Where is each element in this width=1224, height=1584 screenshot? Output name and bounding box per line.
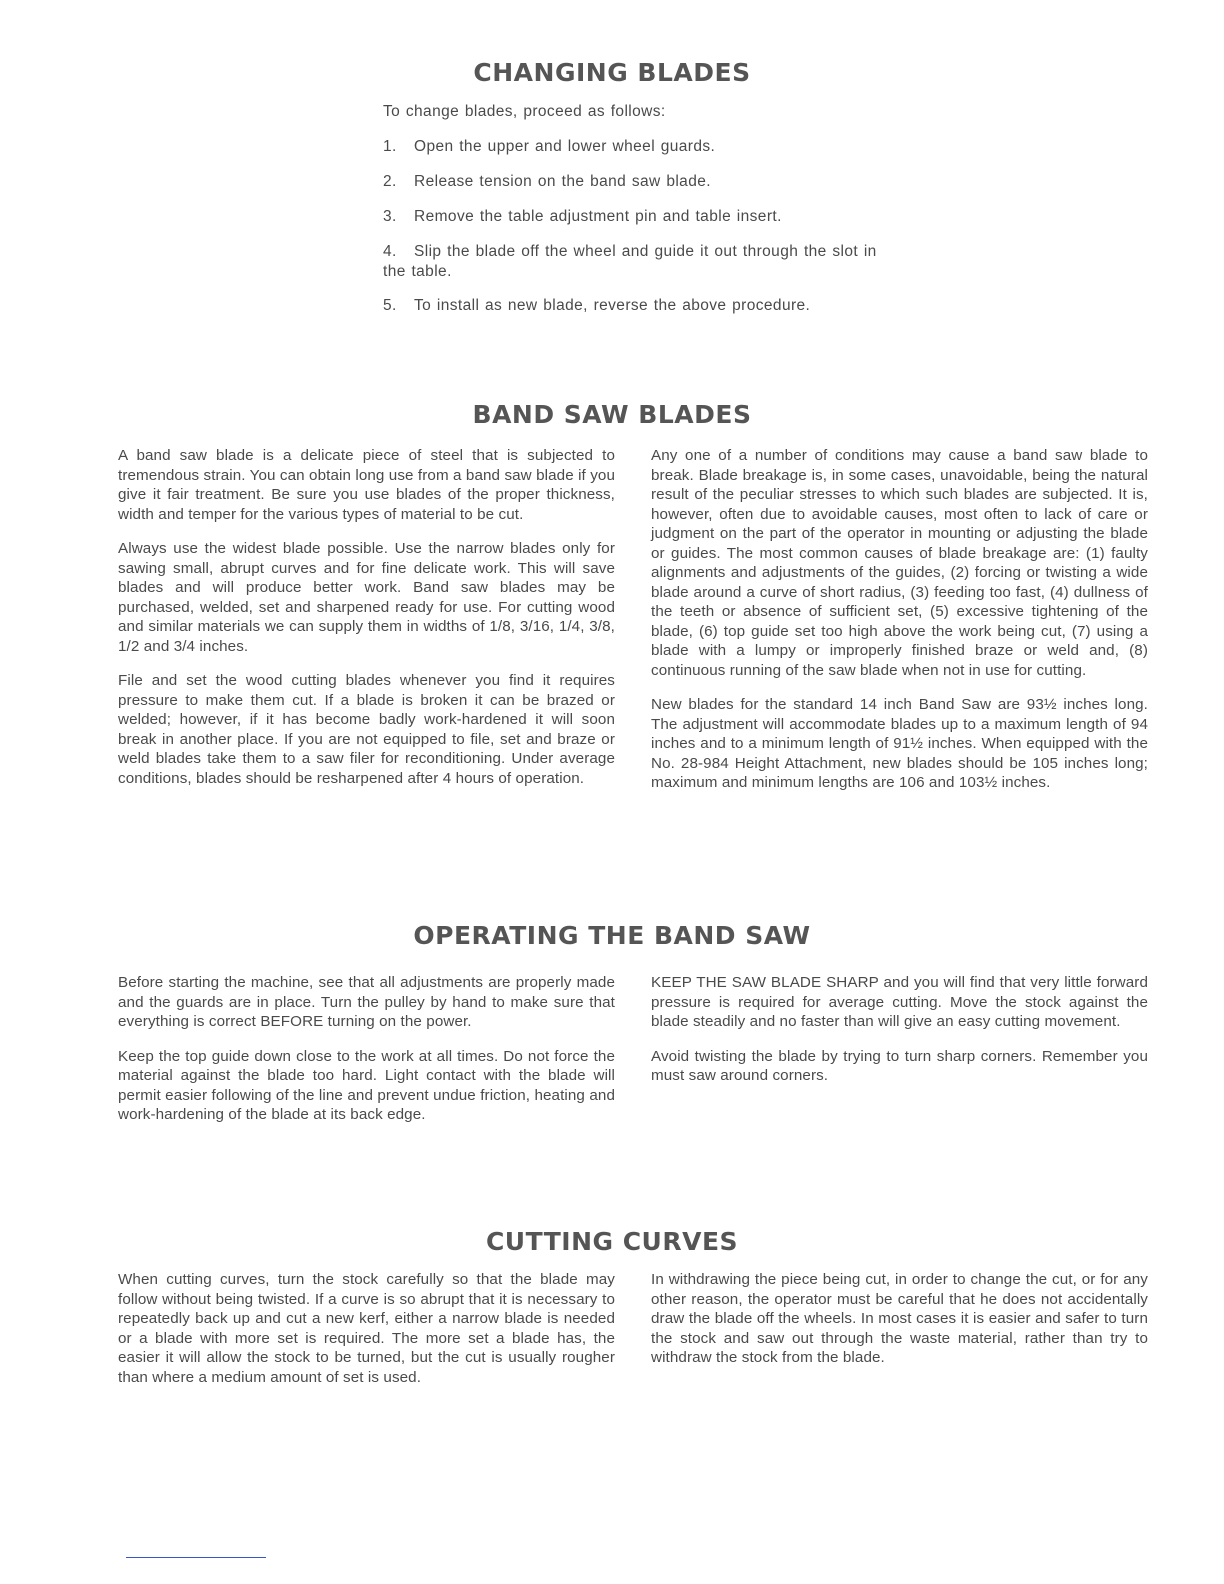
step-text: Slip the blade off the wheel and guide it out through the slot in the table. xyxy=(383,243,877,280)
cutting-curves-heading: CUTTING CURVES xyxy=(485,1227,739,1256)
step-number: 2. xyxy=(383,173,397,190)
step-5 xyxy=(383,296,903,316)
paragraph: A band saw blade is a delicate piece of steel that is subjected to tremendous strain. You can obtain long use from a band saw blade if you give it fair treatment. Be sure you use blades of the proper thickness, width and temper for the various types of material to be cut. xyxy=(118,447,615,523)
step-1 xyxy=(383,137,903,157)
changing-blades-heading: CHANGING BLADES xyxy=(473,58,751,87)
step-3 xyxy=(383,207,903,227)
step-2 xyxy=(383,172,903,192)
operating-right-column xyxy=(651,973,1148,1101)
step-number: 5. xyxy=(383,297,397,314)
paragraph: In withdrawing the piece being cut, in order to change the cut, or for any other reason, the operator must be careful that he does not accidentally draw the blade off the wheels. In most cases it is easier and safer to turn the stock and saw out through the waste material, rather than try to withdraw the stock from the blade. xyxy=(651,1271,1148,1366)
paragraph: When cutting curves, turn the stock carefully so that the blade may follow without being twisted. If a curve is so abrupt that it is necessary to repeatedly back up and cut a new kerf, either a narrow blade is needed or a blade with more set is required. The more set a blade has, the easier it will allow the stock to be turned, but the cut is usually rougher than where a medium amount of set is used. xyxy=(118,1271,615,1386)
paragraph: KEEP THE SAW BLADE SHARP and you will find that very little forward pressure is required for average cutting. Move the stock against the blade steadily and no faster than will give an easy cutting movement. xyxy=(651,974,1148,1030)
changing-blades-intro: To change blades, proceed as follows: xyxy=(383,103,666,120)
operating-left-column xyxy=(118,973,615,1140)
band-saw-blades-right-column xyxy=(651,446,1148,808)
step-number: 1. xyxy=(383,138,397,155)
paragraph: Keep the top guide down close to the work at all times. Do not force the material against the blade too hard. Light contact with the blade will permit easier following of the line and prevent undue friction, heating and work-hardening of the blade at its back edge. xyxy=(118,1047,615,1123)
step-number: 3. xyxy=(383,208,397,225)
paragraph: Avoid twisting the blade by trying to turn sharp corners. Remember you must saw around corners. xyxy=(651,1047,1148,1084)
step-text: To install as new blade, reverse the above procedure. xyxy=(414,297,811,314)
operating-heading: OPERATING THE BAND SAW xyxy=(413,921,811,950)
band-saw-blades-heading: BAND SAW BLADES xyxy=(472,400,752,429)
step-text: Remove the table adjustment pin and table insert. xyxy=(414,208,782,225)
paragraph: New blades for the standard 14 inch Band Saw are 93½ inches long. The adjustment will accommodate blades up to a maximum length of 94 inches and to a minimum length of 91½ inches. When equipped with the No. 28-984 Height Attachment, new blades should be 105 inches long; maximum and minimum lengths are 106 and 103½ inches. xyxy=(651,696,1148,791)
paragraph: Always use the widest blade possible. Use the narrow blades only for sawing small, abrupt curves and for fine delicate work. This will save blades and will produce better work. Band saw blades may be purchased, welded, set and sharpened ready for use. For cutting wood and similar materials we can supply them in widths of 1/8, 3/16, 1/4, 3/8, 1/2 and 3/4 inches. xyxy=(118,540,615,655)
paragraph: Before starting the machine, see that all adjustments are properly made and the guards are in place. Turn the pulley by hand to make sure that everything is correct BEFORE turning on the power. xyxy=(118,974,615,1030)
step-4 xyxy=(383,242,883,281)
paragraph: Any one of a number of conditions may cause a band saw blade to break. Blade breakage is, in some cases, unavoidable, being the natural result of the peculiar stresses to which such blades are subjected. It is, however, often due to avoidable causes, most often to lack of care or judgment on the part of the operator in mounting or adjusting the blade or guides. The most common causes of blade breakage are: (1) faulty alignments and adjustments of the guides, (2) forcing or twisting a wide blade around a curve of short radius, (3) feeding too fast, (4) dullness of the teeth or absence of sufficient set, (5) excessive tightening of the blade, (6) top guide set too high above the work being cut, (7) using a blade with a lumpy or improperly finished braze or weld and, (8) continuous running of the saw blade when not in use for cutting. xyxy=(651,447,1148,679)
paragraph: File and set the wood cutting blades whenever you find it requires pressure to make them cut. If a blade is broken it can be brazed or welded; however, if it has become badly work-hardened it will soon break in another place. If you are not equipped to file, set and braze or weld blades take them to a saw filer for reconditioning. Under average conditions, blades should be resharpened after 4 hours of operation. xyxy=(118,672,615,787)
cutting-curves-right-column xyxy=(651,1270,1148,1383)
footer-rule xyxy=(126,1557,266,1558)
step-text: Open the upper and lower wheel guards. xyxy=(414,138,716,155)
cutting-curves-left-column xyxy=(118,1270,615,1402)
step-text: Release tension on the band saw blade. xyxy=(414,173,711,190)
step-number: 4. xyxy=(383,243,397,260)
band-saw-blades-left-column xyxy=(118,446,615,803)
